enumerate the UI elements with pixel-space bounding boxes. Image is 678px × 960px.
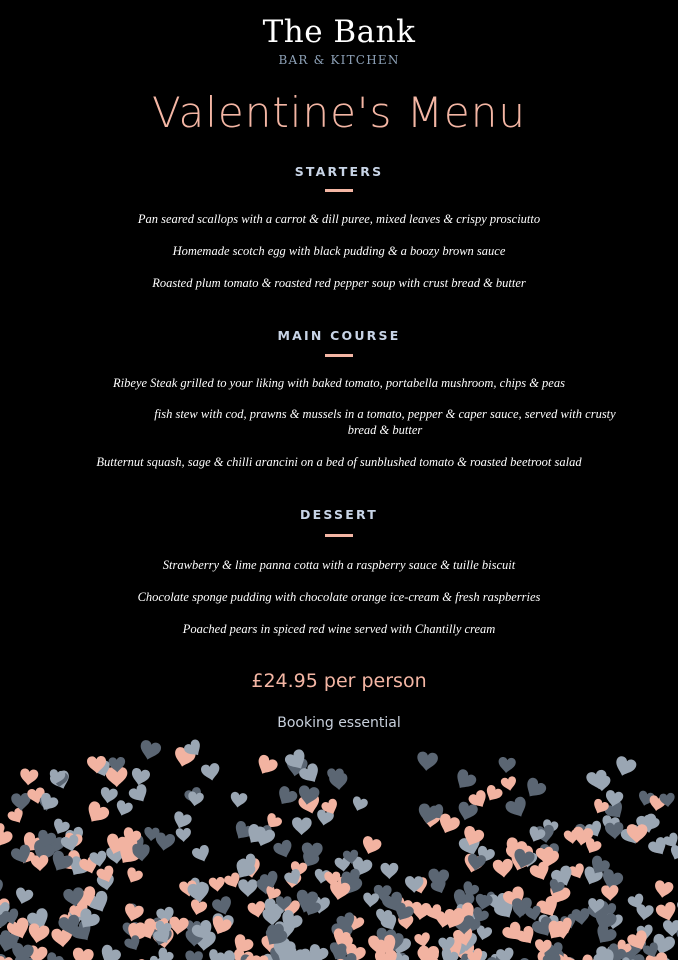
heart-icon xyxy=(521,776,548,802)
heart-icon xyxy=(274,784,300,809)
heart-icon xyxy=(482,784,504,805)
section-heading-starters: STARTERS xyxy=(294,164,384,179)
heart-icon xyxy=(187,882,211,904)
heart-icon xyxy=(26,922,50,945)
heart-icon xyxy=(122,903,144,924)
heart-icon xyxy=(466,853,486,872)
heart-icon xyxy=(6,807,26,827)
heart-icon xyxy=(492,858,514,878)
heart-icon xyxy=(229,791,248,809)
heart-icon xyxy=(668,844,678,863)
brand-name: The Bank xyxy=(262,14,416,50)
heart-icon xyxy=(124,866,145,886)
heart-icon xyxy=(211,895,235,918)
menu-item: Poached pears in spiced red wine served with Chantilly cream xyxy=(182,622,496,636)
section-heading-main-course: MAIN COURSE xyxy=(277,328,401,343)
heart-icon xyxy=(19,768,39,786)
heart-icon xyxy=(350,795,369,813)
menu-item: fish stew with cod, prawns & mussels in a tomato, pepper & caper sauce, served with crusty bread & butter xyxy=(154,407,616,437)
section-heading-dessert: DESSERT xyxy=(300,507,378,522)
heart-icon xyxy=(495,947,515,960)
heart-icon xyxy=(451,767,478,793)
menu-item: Roasted plum tomato & roasted red pepper soup with crust bread & butter xyxy=(152,276,526,290)
heart-icon xyxy=(114,799,134,818)
heart-icon xyxy=(184,950,203,960)
heart-icon xyxy=(200,762,221,782)
heart-icon xyxy=(127,782,151,806)
heart-icon xyxy=(208,877,225,893)
heart-icon xyxy=(187,791,205,808)
heart-icon xyxy=(0,802,2,822)
heart-icon xyxy=(138,739,163,762)
section-divider xyxy=(325,189,353,192)
heart-icon xyxy=(612,755,637,779)
heart-icon xyxy=(635,904,654,922)
menu-item: Strawberry & lime panna cotta with a raspberry sauce & tuille biscuit xyxy=(162,558,516,572)
heart-icon xyxy=(176,828,192,842)
heart-icon xyxy=(99,786,118,804)
heart-icon xyxy=(427,868,449,888)
heart-icon xyxy=(253,753,279,778)
heart-icon xyxy=(71,947,94,960)
heart-icon xyxy=(13,886,34,906)
menu-item: Homemade scotch egg with black pudding & a boozy brown sauce xyxy=(172,244,506,258)
section-divider xyxy=(325,534,353,537)
menu-item: Chocolate sponge pudding with chocolate orange ice-cream & fresh raspberries xyxy=(137,590,541,604)
heart-icon xyxy=(171,810,193,831)
heart-icon xyxy=(130,767,151,787)
menu-item: Butternut squash, sage & chilli arancini on a bed of sunblushed tomato & roasted beetroot salad xyxy=(96,455,582,469)
heart-icon xyxy=(653,880,674,900)
heart-icon xyxy=(272,839,295,861)
menu-title: Valentine's Menu xyxy=(151,88,527,137)
heart-icon xyxy=(500,776,518,792)
heart-icon xyxy=(359,835,382,857)
heart-icon xyxy=(96,943,122,960)
heart-icon xyxy=(362,892,379,908)
heart-icon xyxy=(663,920,678,937)
booking-note: Booking essential xyxy=(277,715,401,731)
heart-icon xyxy=(0,878,4,899)
section-divider xyxy=(325,354,353,357)
menu-item: Pan seared scallops with a carrot & dill puree, mixed leaves & crispy prosciutto xyxy=(137,212,541,226)
price-per-person: £24.95 per person xyxy=(251,670,427,692)
heart-icon xyxy=(416,751,439,772)
menu-item: Ribeye Steak grilled to your liking with baked tomato, portabella mushroom, chips & peas xyxy=(113,376,565,390)
brand-tagline: BAR & KITCHEN xyxy=(278,53,400,67)
heart-icon xyxy=(380,863,398,879)
heart-icon xyxy=(82,799,111,827)
heart-icon xyxy=(605,822,625,840)
heart-icon xyxy=(497,757,516,774)
heart-icon xyxy=(191,844,213,865)
heart-icon xyxy=(292,817,312,835)
heart-icon xyxy=(188,898,208,917)
heart-icon xyxy=(504,795,531,821)
heart-icon xyxy=(655,901,678,924)
heart-icon xyxy=(238,879,257,897)
heart-icon xyxy=(513,956,540,960)
